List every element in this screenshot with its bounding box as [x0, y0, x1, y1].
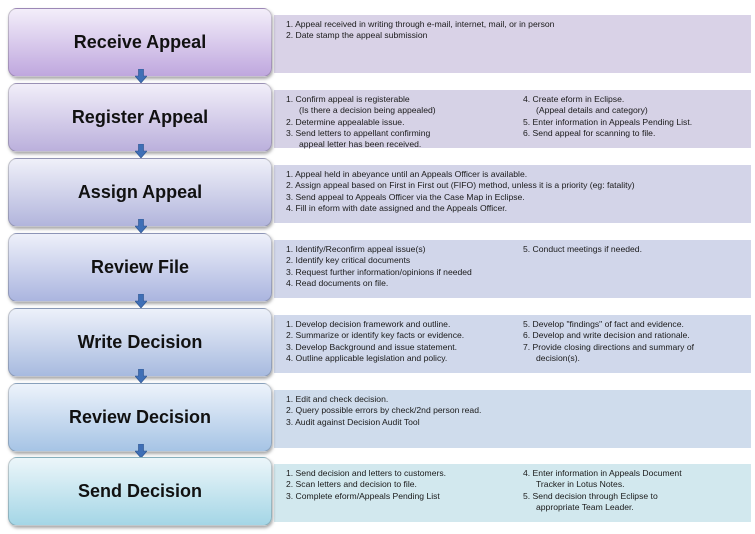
send-decision-step-box	[8, 457, 272, 526]
detail-line: 5. Send decision through Eclipse to	[523, 490, 658, 501]
detail-item	[286, 128, 515, 151]
send-decision-details-right-column	[523, 468, 745, 522]
detail-item	[523, 117, 745, 128]
detail-item	[523, 491, 745, 514]
detail-item	[523, 468, 745, 491]
detail-line: 2. Assign appeal based on First in First out (FIFO) method, unless it is a priority (eg: fatality)	[286, 180, 635, 191]
detail-item	[286, 394, 745, 405]
detail-line: 3. Send letters to appellant confirming	[286, 128, 431, 139]
detail-item	[286, 491, 515, 502]
detail-item	[286, 169, 745, 180]
detail-line: 4. Create eform in Eclipse.	[523, 94, 625, 104]
review-decision-details-left-column	[286, 394, 745, 448]
assign-appeal-step-box	[8, 158, 272, 227]
detail-line: 5. Enter information in Appeals Pending List.	[523, 116, 693, 127]
step-title: Review File	[90, 257, 190, 277]
step-title: Assign Appeal	[77, 182, 203, 202]
write-decision-step-box	[8, 308, 272, 377]
detail-item	[286, 468, 515, 479]
detail-item	[286, 94, 515, 117]
detail-line: 5. Conduct meetings if needed.	[523, 244, 642, 254]
detail-line: 3. Request further information/opinions if needed	[286, 266, 472, 277]
detail-line: appropriate Team Leader.	[536, 502, 634, 513]
register-appeal-details-panel	[274, 90, 751, 148]
detail-item	[286, 19, 745, 30]
down-arrow-icon	[135, 444, 147, 458]
register-appeal-step-box	[8, 83, 272, 152]
detail-line: 1. Confirm appeal is registerable	[286, 94, 410, 104]
down-arrow-icon	[135, 219, 147, 233]
detail-line: 7. Provide closing directions and summary of	[523, 341, 694, 352]
detail-line: (Appeal details and category)	[536, 105, 648, 116]
review-decision-details-panel	[274, 390, 751, 448]
detail-item	[286, 405, 745, 416]
detail-item	[286, 342, 515, 353]
detail-line: appeal letter has been received.	[299, 139, 422, 150]
detail-item	[286, 278, 515, 289]
detail-line: 1. Appeal received in writing through e-mail, internet, mail, or in person	[286, 19, 555, 29]
detail-item	[523, 244, 745, 255]
detail-line: Tracker in Lotus Notes.	[536, 479, 625, 490]
send-decision-details-panel	[274, 464, 751, 522]
assign-appeal-details-left-column	[286, 169, 745, 223]
receive-appeal-details-left-column	[286, 19, 745, 73]
receive-appeal-step-box	[8, 8, 272, 77]
detail-item	[523, 94, 745, 117]
detail-line: 2. Scan letters and decision to file.	[286, 479, 417, 490]
write-decision-details-left-column	[286, 319, 515, 373]
detail-line: 2. Identify key critical documents	[286, 255, 411, 266]
detail-item	[286, 255, 515, 266]
detail-line: 1. Identify/Reconfirm appeal issue(s)	[286, 244, 426, 254]
detail-line: 2. Date stamp the appeal submission	[286, 30, 428, 41]
detail-item	[286, 353, 515, 364]
detail-line: 6. Develop and write decision and rationale.	[523, 330, 690, 341]
detail-line: 1. Send decision and letters to customers.	[286, 468, 447, 478]
detail-line: 4. Fill in eform with date assigned and the Appeals Officer.	[286, 203, 508, 214]
step-title: Receive Appeal	[73, 32, 207, 52]
down-arrow-icon	[135, 69, 147, 83]
detail-line: 1. Develop decision framework and outline.	[286, 319, 451, 329]
review-file-details-panel	[274, 240, 751, 298]
detail-line: decision(s).	[536, 353, 580, 364]
step-title: Send Decision	[77, 481, 203, 501]
detail-item	[523, 330, 745, 341]
step-title: Register Appeal	[71, 107, 209, 127]
detail-line: (Is there a decision being appealed)	[299, 105, 436, 116]
write-decision-details-panel	[274, 315, 751, 373]
detail-item	[523, 319, 745, 330]
review-file-details-right-column	[523, 244, 745, 298]
review-decision-step-box	[8, 383, 272, 452]
detail-item	[523, 128, 745, 139]
detail-line: 1. Edit and check decision.	[286, 394, 389, 404]
detail-line: 6. Send appeal for scanning to file.	[523, 128, 656, 139]
detail-line: 4. Enter information in Appeals Document	[523, 468, 682, 478]
detail-line: 4. Read documents on file.	[286, 278, 389, 289]
detail-line: 2. Query possible errors by check/2nd person read.	[286, 405, 482, 416]
receive-appeal-details-panel	[274, 15, 751, 73]
detail-line: 5. Develop "findings" of fact and evidence.	[523, 319, 684, 329]
step-title: Review Decision	[68, 407, 212, 427]
detail-item	[286, 479, 515, 490]
detail-item	[286, 244, 515, 255]
down-arrow-icon	[135, 369, 147, 383]
detail-line: 1. Appeal held in abeyance until an Appeals Officer is available.	[286, 169, 528, 179]
detail-line: 2. Summarize or identify key facts or evidence.	[286, 330, 465, 341]
detail-item	[286, 417, 745, 428]
detail-item	[286, 330, 515, 341]
register-appeal-details-right-column	[523, 94, 745, 148]
detail-item	[286, 319, 515, 330]
detail-item	[523, 342, 745, 365]
down-arrow-icon	[135, 144, 147, 158]
detail-line: 3. Send appeal to Appeals Officer via the Case Map in Eclipse.	[286, 191, 525, 202]
detail-line: 4. Outline applicable legislation and policy.	[286, 353, 448, 364]
detail-item	[286, 180, 745, 191]
detail-item	[286, 267, 515, 278]
send-decision-details-left-column	[286, 468, 515, 522]
register-appeal-details-left-column	[286, 94, 515, 148]
detail-item	[286, 117, 515, 128]
review-file-step-box	[8, 233, 272, 302]
detail-line: 3. Audit against Decision Audit Tool	[286, 416, 420, 427]
review-file-details-left-column	[286, 244, 515, 298]
detail-line: 3. Develop Background and issue statement.	[286, 341, 458, 352]
detail-line: 2. Determine appealable issue.	[286, 116, 405, 127]
detail-item	[286, 30, 745, 41]
detail-item	[286, 203, 745, 214]
detail-line: 3. Complete eform/Appeals Pending List	[286, 490, 440, 501]
step-title: Write Decision	[77, 332, 203, 352]
assign-appeal-details-panel	[274, 165, 751, 223]
detail-item	[286, 192, 745, 203]
down-arrow-icon	[135, 294, 147, 308]
write-decision-details-right-column	[523, 319, 745, 373]
